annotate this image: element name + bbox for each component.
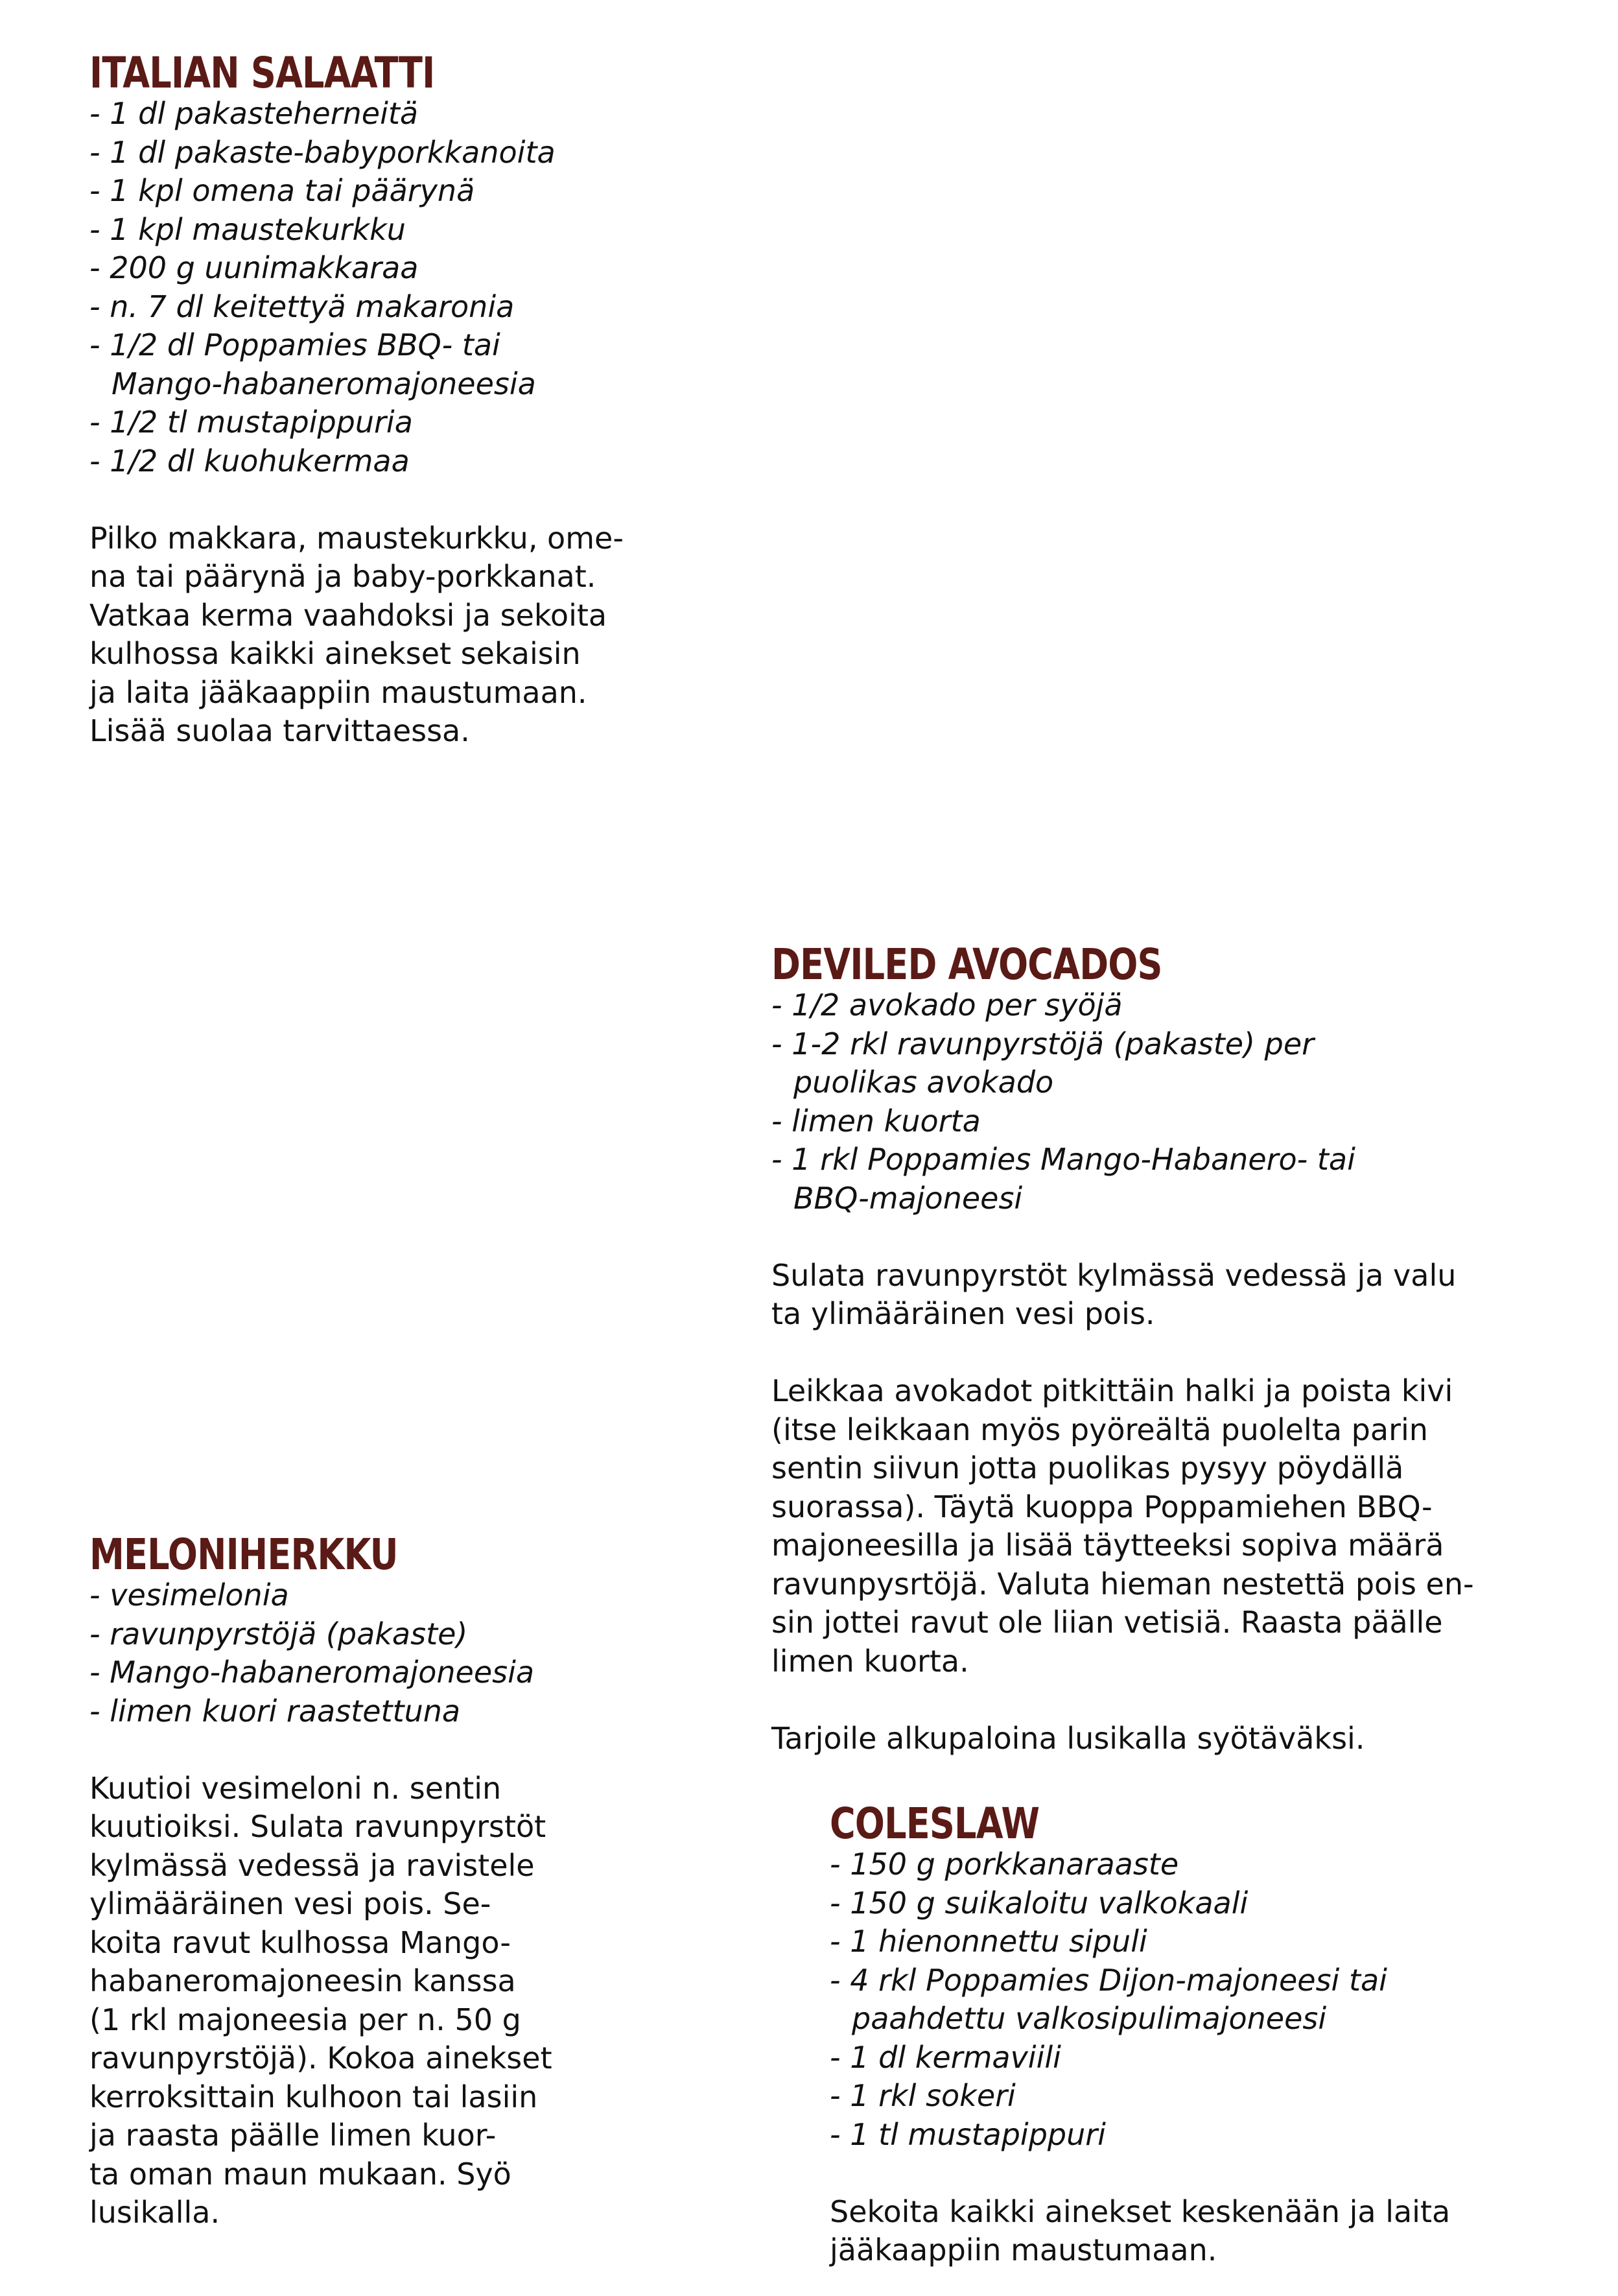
method-paragraph: Leikkaa avokadot pitkittäin halki ja poista kivi (itse leikkaan myös pyöreältä puolelta parin sentin siivun jotta puolikas pysyy pöydällä suorassa). Täytä kuoppa Poppamiehen BBQ- majoneesilla ja lisää täytteeksi sopiva määrä ravunpysrtöjä. Valuta hieman nestettä pois en- sin jottei ravut ole liian vetisiä. Raasta päälle limen kuorta. (771, 1373, 1474, 1679)
ingredient-item: - limen kuori raastettuna (89, 1692, 673, 1731)
recipe-title: DEVILED AVOCADOS (771, 940, 1162, 989)
ingredient-list (830, 1845, 1575, 2154)
ingredient-item: - 1 dl pakasteherneitä (89, 95, 673, 134)
ingredient-list (771, 986, 1549, 1218)
ingredient-item: - 200 g uunimakkaraa (89, 249, 673, 288)
ingredient-item: - 1 rkl Poppamies Mango-Habanero- tai BBQ-majoneesi (771, 1141, 1549, 1218)
ingredient-item: - n. 7 dl keitettyä makaronia (89, 288, 673, 327)
ingredient-item: - 4 rkl Poppamies Dijon-majoneesi tai paahdettu valkosipulimajoneesi (830, 1961, 1575, 2039)
ingredient-item: - 1/2 avokado per syöjä (771, 986, 1549, 1025)
ingredient-item: - 1 kpl omena tai päärynä (89, 172, 673, 211)
ingredient-item: - vesimelonia (89, 1576, 673, 1615)
method-paragraph: Tarjoile alkupaloina lusikalla syötäväksi. (771, 1720, 1365, 1756)
recipe-coleslaw (830, 1799, 1575, 2270)
ingredient-item: - limen kuorta (771, 1102, 1549, 1141)
method-paragraph: Kuutioi vesimeloni n. sentin kuutioiksi. Sulata ravunpyrstöt kylmässä vedessä ja ravistele ylimääräinen vesi pois. Se- koita ravut kulhossa Mango- habaneromajoneesin kanssa (1 rkl majoneesia per n. 50 g ravunpyrstöjä). Kokoa ainekset kerroksittain kulhoon tai lasiin ja raasta päälle limen kuor- ta oman maun mukaan. Syö lusikalla. (89, 1770, 552, 2230)
ingredient-item: - 1 dl kermaviili (830, 2039, 1575, 2077)
ingredient-item: - 1 dl pakaste-babyporkkanoita (89, 134, 673, 172)
ingredient-item: - 1 rkl sokeri (830, 2077, 1575, 2116)
ingredient-item: - 1 tl mustapippuri (830, 2116, 1575, 2155)
ingredient-item: - 150 g porkkanaraaste (830, 1845, 1575, 1884)
ingredient-item: - 150 g suikaloitu valkokaali (830, 1884, 1575, 1923)
recipe-deviled-avocados (771, 940, 1549, 1758)
ingredient-item: - 1 hienonnettu sipuli (830, 1923, 1575, 1961)
ingredient-item: - 1/2 tl mustapippuria (89, 403, 673, 442)
recipe-italian-salaatti (89, 48, 673, 751)
ingredient-item: - 1 kpl maustekurkku (89, 211, 673, 250)
ingredient-item: - ravunpyrstöjä (pakaste) (89, 1615, 673, 1654)
ingredient-item: - 1-2 rkl ravunpyrstöjä (pakaste) per puolikas avokado (771, 1025, 1549, 1102)
recipe-title: COLESLAW (830, 1799, 1040, 1849)
ingredient-item: - 1/2 dl Poppamies BBQ- tai Mango-habaneromajoneesia (89, 326, 673, 403)
ingredient-item: - 1/2 dl kuohukermaa (89, 442, 673, 481)
ingredient-item: - Mango-habaneromajoneesia (89, 1653, 673, 1692)
recipe-meloniherkku (89, 1530, 673, 2232)
ingredient-list (89, 95, 673, 480)
recipe-title: MELONIHERKKU (89, 1530, 398, 1580)
method-paragraph: Sekoita kaikki ainekset keskenään ja laita jääkaappiin maustumaan. (830, 2194, 1451, 2267)
method-paragraph: Sulata ravunpyrstöt kylmässä vedessä ja valu ta ylimääräinen vesi pois. (771, 1257, 1457, 1331)
recipe-title: ITALIAN SALAATTI (89, 48, 435, 98)
method-paragraph: Pilko makkara, maustekurkku, ome- na tai päärynä ja baby-porkkanat. Vatkaa kerma vaahdoksi ja sekoita kulhossa kaikki ainekset sekaisin ja laita jääkaappiin maustumaan. Lisää suolaa tarvittaessa. (89, 520, 624, 748)
ingredient-list (89, 1576, 673, 1731)
